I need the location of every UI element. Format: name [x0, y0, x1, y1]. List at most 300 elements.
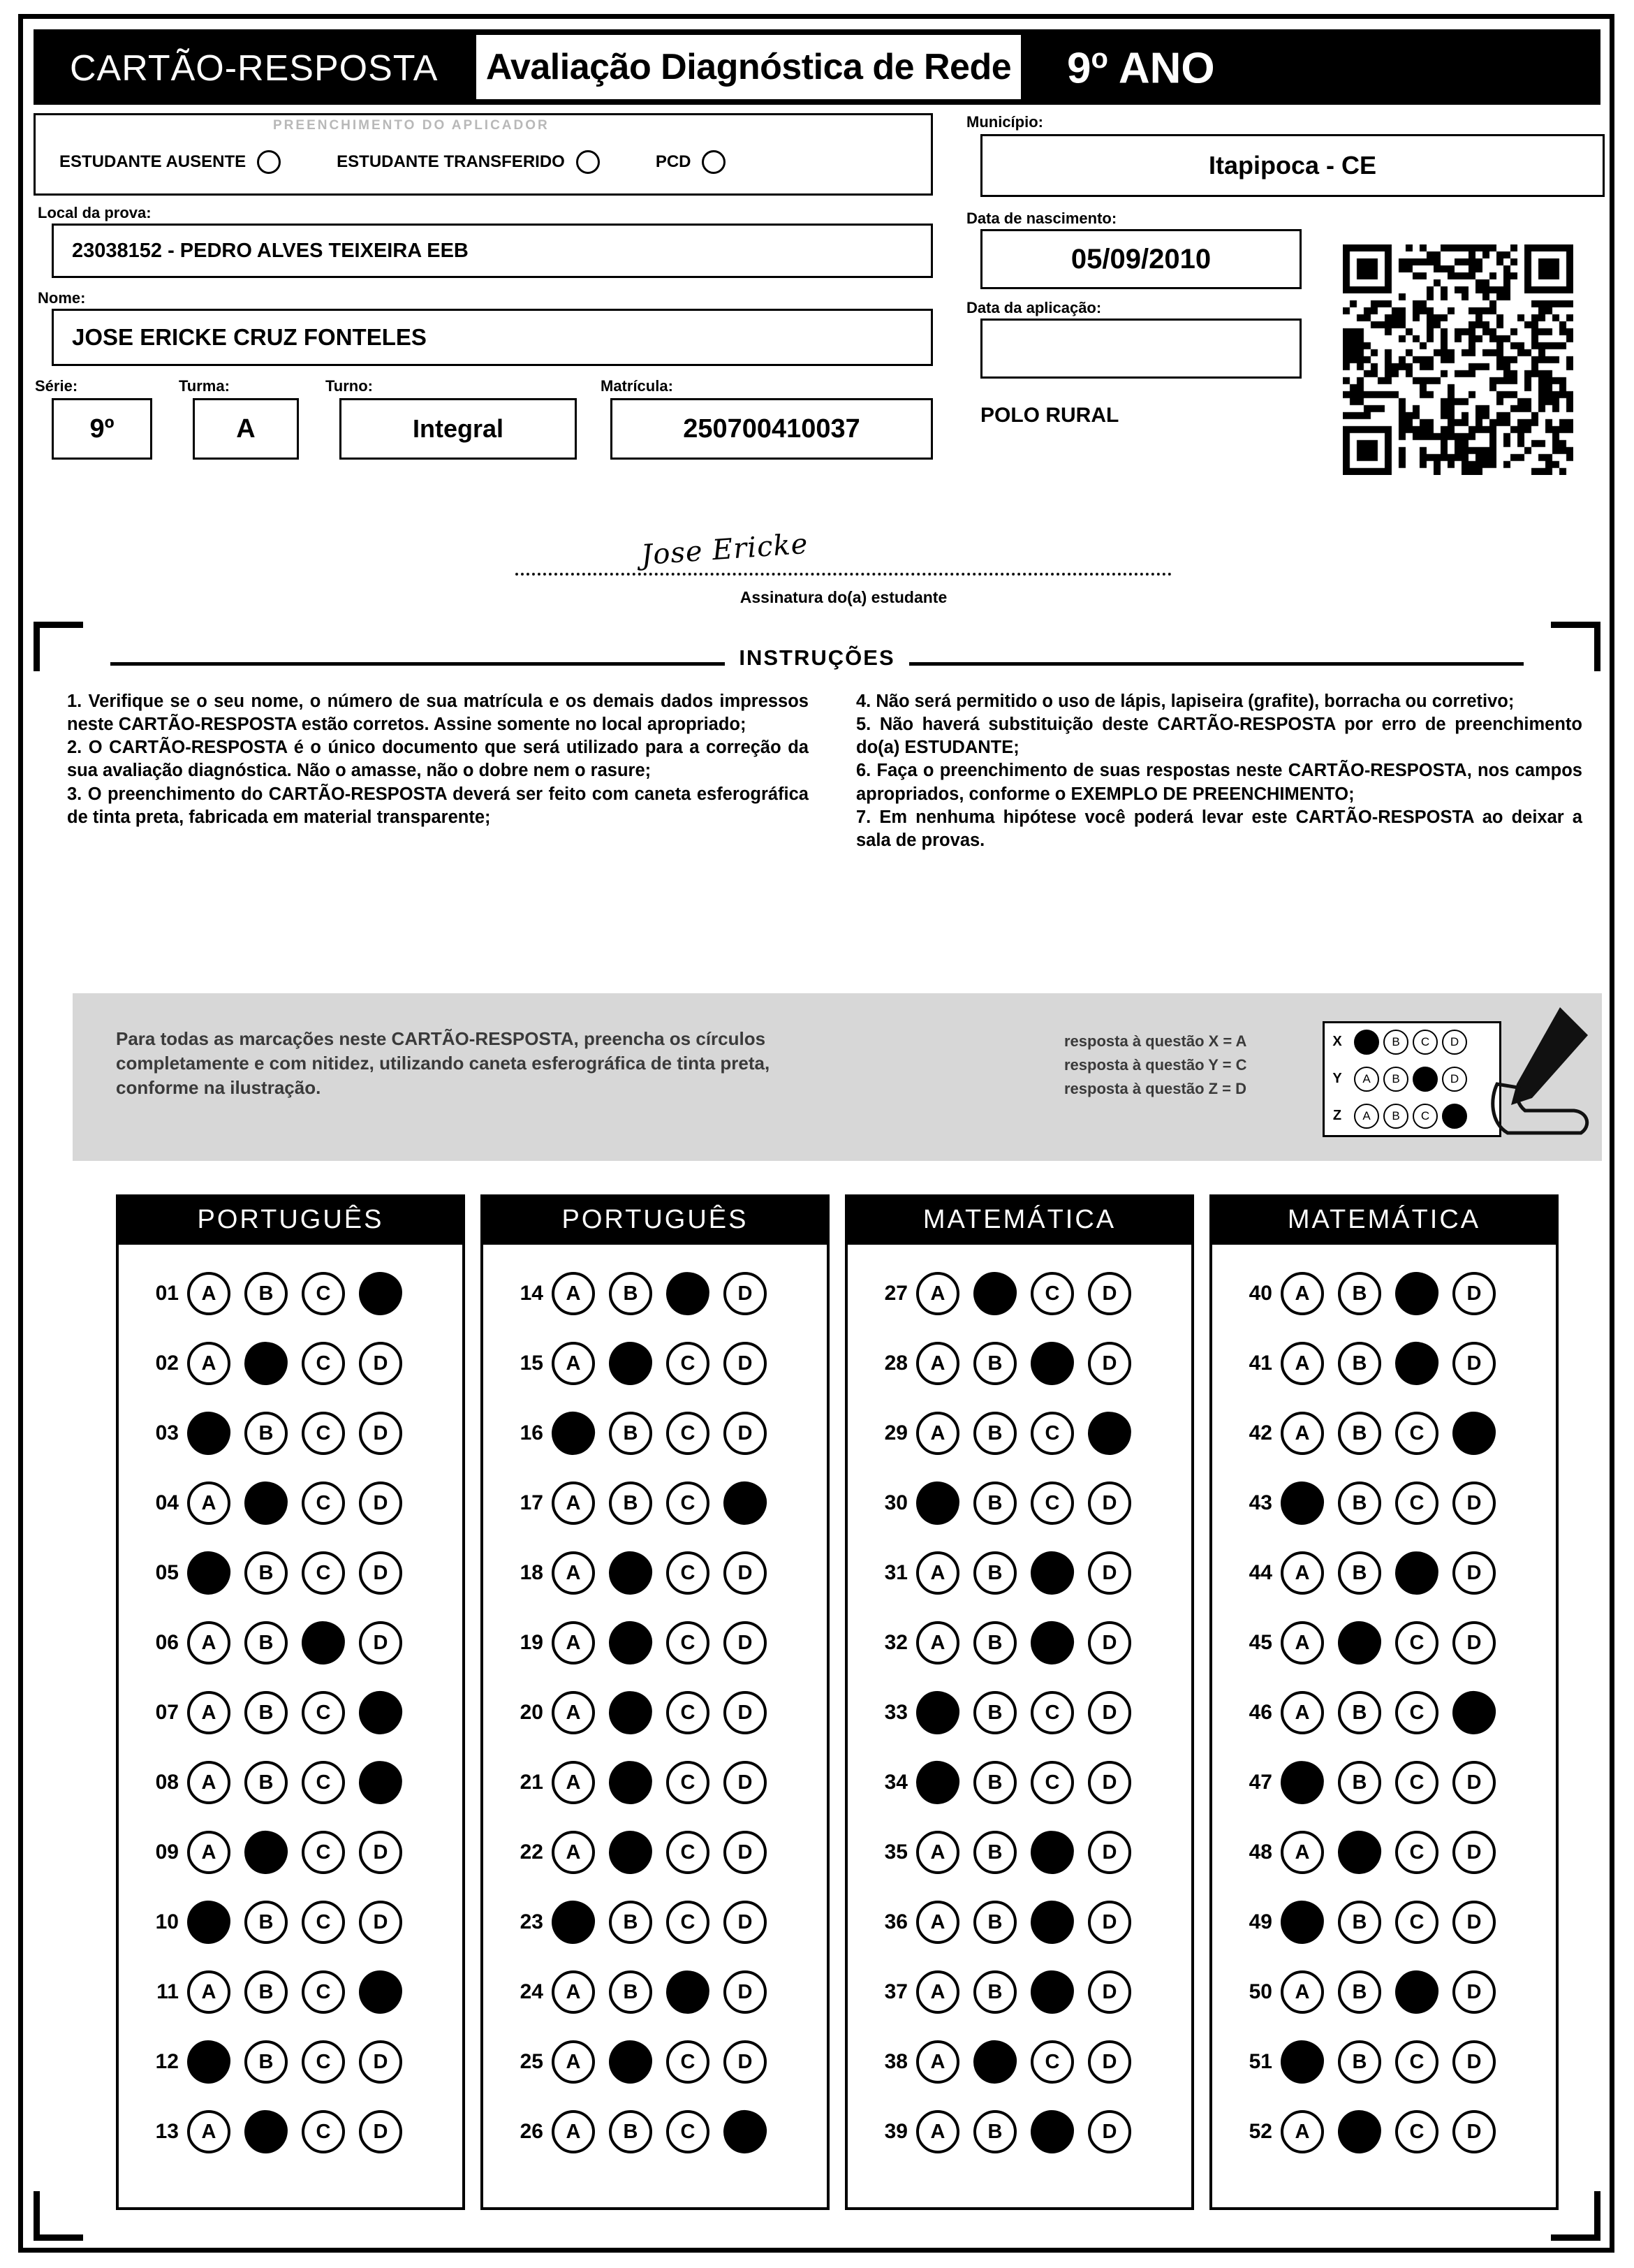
answer-row	[483, 1817, 827, 1887]
answer-bubble[interactable]: D	[359, 2110, 402, 2153]
answer-bubble[interactable]: A	[916, 1970, 959, 2014]
status-absent-bubble[interactable]	[257, 150, 281, 174]
answer-bubble[interactable]	[1029, 1620, 1075, 1666]
answer-bubble[interactable]: B	[609, 1412, 652, 1455]
answer-row	[1212, 2027, 1556, 2097]
answer-bubble[interactable]: D	[723, 1831, 767, 1874]
answer-bubble[interactable]: D	[1452, 1901, 1496, 1944]
answer-bubble[interactable]: B	[609, 1272, 652, 1315]
answer-bubble[interactable]: D	[359, 1621, 402, 1665]
nome-label: Nome:	[38, 289, 86, 307]
answer-row	[848, 1468, 1191, 1538]
answer-bubble[interactable]	[722, 2109, 768, 2155]
answer-bubble[interactable]: A	[187, 1342, 230, 1385]
answer-bubble[interactable]: B	[973, 1691, 1017, 1734]
answer-bubble[interactable]	[1279, 1899, 1325, 1945]
answer-bubble[interactable]: C	[1395, 2040, 1438, 2084]
answer-bubble[interactable]: A	[552, 1481, 595, 1525]
answer-bubble[interactable]: D	[1452, 1551, 1496, 1595]
question-number: 18	[520, 1561, 543, 1584]
answer-bubble[interactable]: A	[916, 2110, 959, 2153]
answer-bubble[interactable]	[607, 1689, 654, 1736]
answer-bubble[interactable]: D	[723, 1412, 767, 1455]
answer-bubble[interactable]: A	[1281, 1551, 1324, 1595]
question-number: 26	[520, 2120, 543, 2143]
answer-bubble[interactable]: A	[187, 1761, 230, 1804]
answer-bubble[interactable]: C	[666, 1901, 709, 1944]
answer-bubble[interactable]: B	[973, 1481, 1017, 1525]
answer-bubble[interactable]	[244, 2109, 288, 2154]
question-number: 12	[155, 2050, 179, 2073]
example-bubble: C	[1413, 1030, 1438, 1055]
answer-bubble[interactable]	[358, 1970, 402, 2014]
answer-bubble[interactable]: B	[609, 1901, 652, 1944]
answer-bubble[interactable]	[608, 1829, 653, 1875]
answer-bubble[interactable]: D	[1088, 1901, 1131, 1944]
serie-label: Série:	[35, 377, 78, 395]
answer-bubble[interactable]: C	[666, 1342, 709, 1385]
answer-bubble[interactable]: B	[973, 1970, 1017, 2014]
answer-bubble[interactable]	[357, 1689, 404, 1736]
answer-bubble[interactable]: B	[1338, 1901, 1381, 1944]
answer-bubble[interactable]	[1030, 1341, 1074, 1385]
answer-bubble[interactable]: D	[359, 1412, 402, 1455]
answer-bubble[interactable]: C	[666, 2110, 709, 2153]
answer-bubble[interactable]: B	[244, 1551, 288, 1595]
answer-bubble[interactable]: B	[609, 1481, 652, 1525]
answer-bubble[interactable]: A	[552, 1621, 595, 1665]
question-number: 52	[1249, 2120, 1272, 2143]
question-number: 08	[155, 1771, 179, 1794]
answer-row	[1212, 1817, 1556, 1887]
student-signature: Jose Ericke	[640, 527, 809, 572]
answer-bubble[interactable]: A	[1281, 2110, 1324, 2153]
answer-row	[848, 2097, 1191, 2167]
answer-bubble[interactable]	[1451, 1690, 1497, 1736]
answer-bubble[interactable]: A	[916, 2040, 959, 2084]
column-body	[845, 1245, 1194, 2210]
answer-bubble[interactable]: A	[1281, 1621, 1324, 1665]
answer-bubble[interactable]	[1031, 2110, 1074, 2153]
answer-bubble[interactable]: A	[187, 1831, 230, 1874]
answer-bubble[interactable]: D	[723, 1970, 767, 2014]
answer-bubble[interactable]: B	[244, 1970, 288, 2014]
answer-bubble[interactable]: A	[187, 2110, 230, 2153]
column-subject: MATEMÁTICA	[1209, 1194, 1559, 1245]
answer-bubble[interactable]: D	[359, 1831, 402, 1874]
answer-bubble[interactable]: A	[187, 1621, 230, 1665]
answer-bubble[interactable]: C	[302, 1831, 345, 1874]
answer-bubble[interactable]	[1338, 1621, 1381, 1665]
answer-bubble[interactable]: C	[302, 1412, 345, 1455]
question-number: 13	[155, 2120, 179, 2143]
instructions-right-column	[856, 690, 1582, 852]
aplicacao-field[interactable]	[980, 319, 1302, 379]
instruction-item: 1. Verifique se o seu nome, o número de sua matrícula e os demais dados impressos neste CARTÃO-RESPOSTA estão corretos. Assine somente no local apropriado;	[67, 692, 809, 735]
answer-bubble[interactable]: C	[1395, 1621, 1438, 1665]
answer-bubble[interactable]: D	[1088, 2040, 1131, 2084]
answer-bubble[interactable]: B	[244, 1901, 288, 1944]
answer-bubble[interactable]	[186, 1411, 231, 1456]
answer-bubble[interactable]: A	[552, 1831, 595, 1874]
answer-bubble[interactable]: C	[1031, 1412, 1074, 1455]
example-bubble: B	[1383, 1104, 1408, 1129]
answer-bubble[interactable]	[1337, 1829, 1382, 1875]
example-bubble	[1413, 1067, 1438, 1092]
example-row	[1325, 1060, 1499, 1097]
qr-code	[1343, 244, 1573, 475]
answer-bubble[interactable]: D	[1452, 1342, 1496, 1385]
answer-row	[483, 1398, 827, 1468]
answer-bubble[interactable]: B	[973, 1761, 1017, 1804]
answer-bubble[interactable]: C	[1395, 2110, 1438, 2153]
answer-row	[119, 1678, 462, 1748]
answer-bubble[interactable]: A	[1281, 1831, 1324, 1874]
answer-bubble[interactable]	[186, 1900, 230, 1944]
answer-bubble[interactable]	[915, 1690, 960, 1735]
answer-bubble[interactable]: A	[552, 1342, 595, 1385]
answer-row	[483, 1678, 827, 1748]
answer-bubble[interactable]: B	[973, 1551, 1017, 1595]
answer-bubble[interactable]: A	[552, 2110, 595, 2153]
instruction-item: 5. Não haverá substituição deste CARTÃO-RESPOSTA por erro de preenchimento do(a) ESTUDANTE;	[856, 715, 1582, 758]
answer-bubble[interactable]: C	[666, 1412, 709, 1455]
answer-bubble[interactable]: C	[666, 1691, 709, 1734]
example-row-label: Y	[1332, 1071, 1342, 1086]
column-body	[480, 1245, 830, 2210]
example-bubble: C	[1413, 1104, 1438, 1129]
answer-bubble[interactable]: A	[916, 1342, 959, 1385]
legend-line: resposta à questão Y = C	[1064, 1056, 1247, 1074]
question-number: 29	[884, 1421, 908, 1444]
answer-bubble[interactable]: C	[302, 1970, 345, 2014]
turma-field[interactable]: A	[193, 398, 299, 460]
column-subject: PORTUGUÊS	[116, 1194, 465, 1245]
answer-row	[483, 2097, 827, 2167]
signature-caption: Assinatura do(a) estudante	[739, 588, 948, 606]
answer-row	[1212, 1538, 1556, 1608]
filling-example-legend	[1064, 1030, 1246, 1101]
answer-bubble[interactable]: D	[1088, 1342, 1131, 1385]
column-subject: MATEMÁTICA	[845, 1194, 1194, 1245]
turma-label: Turma:	[179, 377, 230, 395]
answer-bubble[interactable]	[1393, 1549, 1440, 1596]
answer-bubble[interactable]	[915, 1759, 960, 1805]
answer-bubble[interactable]: D	[723, 1691, 767, 1734]
answer-bubble[interactable]	[664, 1968, 711, 2015]
answer-bubble[interactable]	[973, 1271, 1017, 1316]
instruction-item: 3. O preenchimento do CARTÃO-RESPOSTA deverá ser feito com caneta esferográfica de tinta preta, fabricada em material transparente;	[67, 784, 809, 827]
answer-row	[119, 1538, 462, 1608]
answer-bubble[interactable]: D	[1452, 2040, 1496, 2084]
answer-bubble[interactable]: A	[916, 1412, 959, 1455]
answer-bubble[interactable]	[1394, 1271, 1439, 1316]
answer-bubble[interactable]: A	[916, 1831, 959, 1874]
answer-bubble[interactable]: D	[359, 1551, 402, 1595]
answer-bubble[interactable]: B	[1338, 1272, 1381, 1315]
question-number: 38	[884, 2050, 908, 2073]
answer-bubble[interactable]: D	[1088, 1551, 1131, 1595]
answer-bubble[interactable]	[1394, 1340, 1439, 1386]
answer-bubble[interactable]: C	[1031, 1761, 1074, 1804]
answer-bubble[interactable]: A	[187, 1691, 230, 1734]
answer-bubble[interactable]: D	[1088, 1761, 1131, 1804]
answer-bubble[interactable]: A	[187, 1272, 230, 1315]
answer-bubble[interactable]: A	[916, 1621, 959, 1665]
answer-bubble[interactable]: D	[1088, 1272, 1131, 1315]
answer-bubble[interactable]	[1029, 1550, 1075, 1595]
example-bubble: D	[1442, 1030, 1467, 1055]
answer-bubble[interactable]: C	[302, 2040, 345, 2084]
answer-bubble[interactable]	[1029, 1899, 1075, 1945]
answer-bubble[interactable]: B	[973, 1412, 1017, 1455]
answer-bubble[interactable]: C	[302, 1481, 345, 1525]
answer-bubble[interactable]: B	[609, 1970, 652, 2014]
answer-bubble[interactable]	[1087, 1410, 1133, 1456]
serie-field[interactable]: 9º	[52, 398, 152, 460]
answer-bubble[interactable]: A	[187, 1481, 230, 1525]
answer-bubble[interactable]: D	[723, 1551, 767, 1595]
answer-bubble[interactable]: C	[666, 1831, 709, 1874]
answer-bubble[interactable]: C	[1395, 1412, 1438, 1455]
nome-field[interactable]: JOSE ERICKE CRUZ FONTELES	[52, 309, 933, 366]
answer-bubble[interactable]: C	[1031, 1691, 1074, 1734]
answer-row	[848, 1748, 1191, 1817]
question-number: 19	[520, 1631, 543, 1654]
filling-example-strip	[73, 993, 1602, 1161]
question-number: 40	[1249, 1282, 1272, 1305]
status-transferred[interactable]	[337, 150, 600, 174]
answer-bubble[interactable]: B	[244, 2040, 288, 2084]
answer-bubble[interactable]: D	[1452, 2110, 1496, 2153]
answer-bubble[interactable]: D	[1452, 1970, 1496, 2014]
answer-row	[119, 1468, 462, 1538]
status-pcd-bubble[interactable]	[702, 150, 726, 174]
answer-bubble[interactable]	[608, 1620, 654, 1666]
answer-bubble[interactable]: D	[1088, 1481, 1131, 1525]
question-number: 17	[520, 1491, 543, 1514]
answer-bubble[interactable]	[243, 1829, 289, 1875]
answer-bubble[interactable]: A	[916, 1551, 959, 1595]
answer-bubble[interactable]: D	[1452, 1831, 1496, 1874]
answer-bubble[interactable]	[1394, 1970, 1439, 2014]
answer-row	[1212, 1608, 1556, 1678]
answer-bubble[interactable]: C	[1031, 2040, 1074, 2084]
answer-row	[119, 2097, 462, 2167]
example-bubble: B	[1383, 1030, 1408, 1055]
answer-bubble[interactable]: B	[609, 2110, 652, 2153]
answer-bubble[interactable]: A	[916, 1901, 959, 1944]
question-number: 42	[1249, 1421, 1272, 1444]
answer-bubble[interactable]	[608, 1550, 653, 1595]
answer-bubble[interactable]: C	[302, 1551, 345, 1595]
answer-bubble[interactable]	[357, 1759, 404, 1806]
answer-bubble[interactable]: B	[973, 1342, 1017, 1385]
answer-bubble[interactable]	[609, 1342, 652, 1385]
answer-bubble[interactable]: C	[666, 1551, 709, 1595]
question-number: 46	[1249, 1701, 1272, 1724]
question-number: 32	[884, 1631, 908, 1654]
status-absent[interactable]	[59, 150, 281, 174]
answer-bubble[interactable]	[243, 1340, 288, 1386]
answer-bubble[interactable]: B	[1338, 1761, 1381, 1804]
answer-bubble[interactable]	[608, 1759, 654, 1806]
answer-bubble[interactable]: C	[1395, 1761, 1438, 1804]
answer-bubble[interactable]: C	[302, 1272, 345, 1315]
answer-bubble[interactable]: B	[1338, 1481, 1381, 1525]
answer-bubble[interactable]: A	[552, 1551, 595, 1595]
question-number: 43	[1249, 1491, 1272, 1514]
question-number: 09	[155, 1841, 179, 1864]
answer-bubble[interactable]: C	[1031, 1272, 1074, 1315]
answer-bubble[interactable]	[1281, 2040, 1324, 2084]
answer-bubble[interactable]: D	[1452, 1761, 1496, 1804]
answer-bubble[interactable]: B	[1338, 1551, 1381, 1595]
answer-bubble[interactable]	[244, 1481, 288, 1525]
answer-bubble[interactable]: D	[1088, 1970, 1131, 2014]
answer-bubble[interactable]: B	[973, 1831, 1017, 1874]
answer-bubble[interactable]	[972, 2039, 1017, 2084]
municipio-field[interactable]: Itapipoca - CE	[980, 134, 1605, 197]
answer-bubble[interactable]: A	[1281, 1342, 1324, 1385]
answer-bubble[interactable]: D	[1088, 2110, 1131, 2153]
answer-bubble[interactable]: B	[973, 1621, 1017, 1665]
answer-bubble[interactable]: D	[1088, 1831, 1131, 1874]
example-bubble: A	[1354, 1104, 1379, 1129]
answer-bubble[interactable]	[300, 1620, 346, 1665]
answer-bubble[interactable]	[609, 2040, 652, 2084]
answer-bubble[interactable]: D	[359, 2040, 402, 2084]
answer-bubble[interactable]	[186, 2040, 230, 2084]
answer-bubble[interactable]: B	[1338, 1412, 1381, 1455]
answer-bubble[interactable]	[1280, 1481, 1325, 1526]
answer-bubble[interactable]: B	[244, 1691, 288, 1734]
matricula-field[interactable]: 250700410037	[610, 398, 933, 460]
answer-bubble[interactable]: A	[1281, 1691, 1324, 1734]
question-number: 21	[520, 1771, 543, 1794]
answer-bubble[interactable]: D	[1088, 1621, 1131, 1665]
answer-bubble[interactable]: D	[1452, 1621, 1496, 1665]
answer-bubble[interactable]: D	[359, 1342, 402, 1385]
answer-bubble[interactable]: C	[666, 1761, 709, 1804]
answer-bubble[interactable]: B	[244, 1272, 288, 1315]
answer-bubble[interactable]: C	[302, 1761, 345, 1804]
answer-bubble[interactable]: B	[1338, 1691, 1381, 1734]
answer-bubble[interactable]	[1029, 1829, 1075, 1875]
answer-bubble[interactable]: C	[1395, 1691, 1438, 1734]
answer-column	[845, 1194, 1194, 2210]
answer-bubble[interactable]: C	[1395, 1481, 1438, 1525]
answer-bubble[interactable]: C	[302, 1342, 345, 1385]
answer-row	[848, 1538, 1191, 1608]
answer-bubble[interactable]: B	[1338, 2040, 1381, 2084]
answer-bubble[interactable]: D	[1088, 1691, 1131, 1734]
answer-bubble[interactable]	[664, 1270, 711, 1317]
status-transferred-bubble[interactable]	[576, 150, 600, 174]
answer-bubble[interactable]: C	[302, 1691, 345, 1734]
answer-bubble[interactable]: A	[187, 1970, 230, 2014]
answer-row	[1212, 1957, 1556, 2027]
answer-row	[483, 1259, 827, 1329]
answer-bubble[interactable]: A	[1281, 1272, 1324, 1315]
answer-bubble[interactable]: D	[359, 1481, 402, 1525]
aplicacao-label: Data da aplicação:	[966, 299, 1102, 316]
answer-bubble[interactable]: D	[1452, 1481, 1496, 1525]
answer-bubble[interactable]: C	[302, 2110, 345, 2153]
answer-bubble[interactable]	[358, 1271, 402, 1315]
answer-bubble[interactable]: D	[723, 1901, 767, 1944]
answer-bubble[interactable]: A	[1281, 1970, 1324, 2014]
local-field[interactable]: 23038152 - PEDRO ALVES TEIXEIRA EEB	[52, 224, 933, 278]
answer-bubble[interactable]: D	[723, 1761, 767, 1804]
answer-bubble[interactable]: C	[1031, 1481, 1074, 1525]
answer-bubble[interactable]	[551, 1900, 596, 1945]
answer-row	[1212, 1748, 1556, 1817]
answer-bubble[interactable]: A	[552, 1970, 595, 2014]
status-pcd[interactable]	[656, 150, 726, 174]
answer-bubble[interactable]: C	[666, 2040, 709, 2084]
answer-bubble[interactable]: D	[359, 1901, 402, 1944]
answer-bubble[interactable]: B	[244, 1412, 288, 1455]
question-number: 51	[1249, 2050, 1272, 2073]
answer-bubble[interactable]: B	[973, 1901, 1017, 1944]
answer-bubble[interactable]: A	[1281, 1412, 1324, 1455]
question-number: 16	[520, 1421, 543, 1444]
answer-bubble[interactable]: D	[723, 1342, 767, 1385]
answer-bubble[interactable]	[721, 1479, 768, 1526]
answer-bubble[interactable]: B	[973, 2110, 1017, 2153]
answer-row	[848, 1329, 1191, 1398]
answer-bubble[interactable]: D	[1452, 1272, 1496, 1315]
answer-bubble[interactable]	[1279, 1759, 1325, 1806]
answer-bubble[interactable]: D	[723, 1621, 767, 1665]
answer-bubble[interactable]: B	[1338, 1970, 1381, 2014]
answer-bubble[interactable]: C	[666, 1621, 709, 1665]
answer-bubble[interactable]	[1030, 1970, 1075, 2014]
answer-bubble[interactable]: A	[552, 1761, 595, 1804]
answer-bubble[interactable]: A	[552, 2040, 595, 2084]
turno-field[interactable]: Integral	[339, 398, 577, 460]
instructions-title: INSTRUÇÕES	[739, 645, 895, 670]
answer-bubble[interactable]: C	[1395, 1831, 1438, 1874]
question-number: 33	[884, 1701, 908, 1724]
answer-bubble[interactable]	[915, 1481, 959, 1525]
answer-bubble[interactable]: D	[723, 1272, 767, 1315]
answer-bubble[interactable]: B	[1338, 1342, 1381, 1385]
example-bubble: D	[1442, 1067, 1467, 1092]
answer-bubble[interactable]: B	[244, 1761, 288, 1804]
answer-bubble[interactable]: C	[1395, 1901, 1438, 1944]
answer-bubble[interactable]	[186, 1550, 232, 1596]
answer-bubble[interactable]	[1452, 1412, 1496, 1455]
answer-bubble[interactable]: A	[916, 1272, 959, 1315]
answer-bubble[interactable]	[550, 1410, 596, 1456]
question-number: 03	[155, 1421, 179, 1444]
answer-bubble[interactable]: C	[302, 1901, 345, 1944]
applicator-status-title: PREENCHIMENTO DO APLICADOR	[273, 118, 550, 133]
answer-bubble[interactable]: C	[666, 1481, 709, 1525]
answer-bubble[interactable]	[1337, 2109, 1382, 2154]
answer-bubble[interactable]: A	[552, 1691, 595, 1734]
answer-column	[116, 1194, 465, 2210]
column-body	[1209, 1245, 1559, 2210]
answer-bubble[interactable]: A	[552, 1272, 595, 1315]
nascimento-field[interactable]: 05/09/2010	[980, 229, 1302, 289]
question-number: 28	[884, 1352, 908, 1375]
answer-bubble[interactable]: B	[244, 1621, 288, 1665]
answer-bubble[interactable]: D	[723, 2040, 767, 2084]
example-row-label: Z	[1332, 1108, 1342, 1123]
